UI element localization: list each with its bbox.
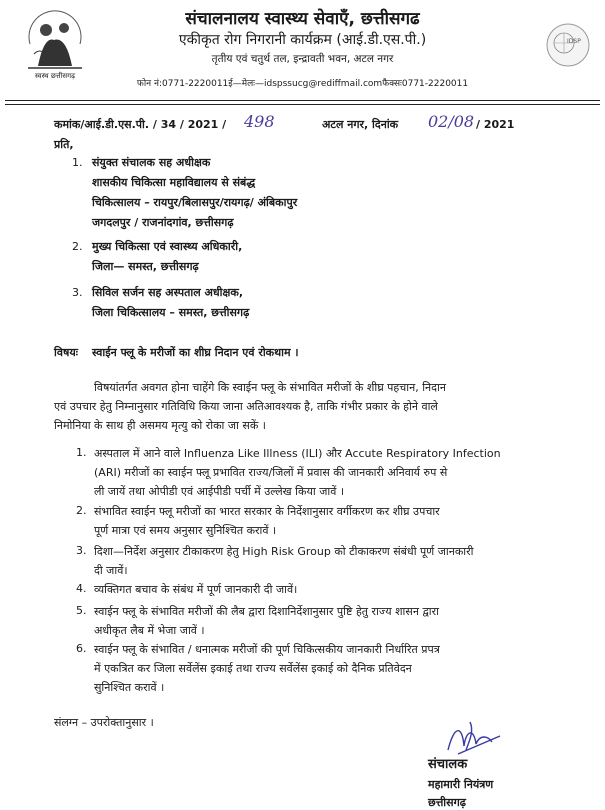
header-rule bbox=[5, 100, 600, 101]
recipient-line: चिकित्सालय – रायपुर/बिलासपुर/रायगढ़/ अंबिकापुर bbox=[92, 196, 298, 209]
office-address: तृतीय एवं चतुर्थ तल, इन्द्रावती भवन, अटल नगर bbox=[211, 53, 394, 65]
signatory-state: छत्तीसगढ़ bbox=[428, 796, 466, 809]
program-name: एकीकृत रोग निगरानी कार्यक्रम (आई.डी.एस.पी.) bbox=[178, 32, 427, 48]
org-name: संचालनालय स्वास्थ्य सेवाएँ, छत्तीसगढ bbox=[185, 9, 420, 29]
date-handwritten: 02/08 bbox=[428, 112, 475, 131]
recipient-number: 2. bbox=[72, 240, 83, 253]
logo-caption: स्वस्थ छत्तीसगढ़ bbox=[34, 72, 76, 80]
point-number: 2. bbox=[76, 504, 87, 517]
ref-year: / 2021 bbox=[476, 118, 515, 131]
point-line: स्वाईन फ्लू के संभावित / धनात्मक मरीजों की पूर्ण चिकित्सकीय जानकारी निर्धारित प्रपत्र bbox=[94, 643, 440, 656]
point-line: व्यक्तिगत बचाव के संबंध में पूर्ण जानकारी दी जावें। bbox=[94, 583, 298, 596]
ref-number-handwritten: 498 bbox=[244, 112, 275, 131]
recipient-line: जिला चिकित्सालय – समस्त, छत्तीसगढ़ bbox=[92, 306, 250, 319]
subject-label: विषयः bbox=[54, 346, 78, 359]
point-line: (ARI) मरीजों का स्वाईन फ्लू प्रभावित राज्य/जिलों में प्रवास की जानकारी अनिवार्य रुप से bbox=[94, 466, 448, 479]
recipient-line: सिविल सर्जन सह अस्पताल अधीक्षक, bbox=[92, 286, 244, 299]
intro-line: निमोनिया के साथ ही असमय मृत्यु को रोका जा सकें । bbox=[54, 419, 266, 432]
point-line: अस्पताल में आने वाले Influenza Like Illness (ILI) और Accute Respiratory Infection bbox=[94, 447, 501, 460]
point-number: 4. bbox=[76, 582, 87, 595]
signatory-dept: महामारी नियंत्रण bbox=[428, 778, 494, 791]
point-line: अधीकृत लैब में भेजा जावें । bbox=[94, 624, 205, 637]
recipient-line: शासकीय चिकित्सा महाविद्यालय से संबंद्ध bbox=[92, 176, 256, 189]
ref-number-label: कमांक/आई.डी.एस.पी. / 34 / 2021 / bbox=[54, 118, 227, 131]
point-line: संभावित स्वाईन फ्लू मरीजों का भारत सरकार के निर्देशानुसार वर्गीकरण कर शीघ्र उपचार bbox=[94, 505, 440, 518]
recipient-line: जिला— समस्त, छत्तीसगढ़ bbox=[92, 260, 199, 273]
point-line: सुनिश्चित करावें । bbox=[94, 681, 165, 694]
point-line: दी जावें। bbox=[94, 564, 128, 577]
point-line: दिशा—निर्देश अनुसार टीकाकरण हेतु High Risk Group को टीकाकरण संबंधी पूर्ण जानकारी bbox=[94, 545, 474, 558]
signature-scribble bbox=[440, 716, 510, 760]
intro-line: विषयांतर्गत अवगत होना चाहेंगे कि स्वाईन फ्लू के संभावित मरीजों के शीघ्र पहचान, निदान bbox=[94, 381, 446, 394]
recipient-number: 1. bbox=[72, 156, 83, 169]
point-line: ली जायें तथा ओपीडी एवं आईपीडी पर्ची में उल्लेख किया जावें । bbox=[94, 485, 344, 498]
subject-text: स्वाईन फ्लू के मरीजों का शीघ्र निदान एवं रोकथाम । bbox=[92, 346, 299, 359]
point-number: 5. bbox=[76, 604, 87, 617]
signatory-title: संचालक bbox=[428, 757, 468, 772]
recipient-line: संयुक्त संचालक सह अधीक्षक bbox=[92, 156, 211, 169]
enclosure-note: संलग्न – उपरोक्तानुसार । bbox=[54, 716, 154, 729]
point-number: 6. bbox=[76, 642, 87, 655]
recipient-number: 3. bbox=[72, 286, 83, 299]
point-line: में एकत्रित कर जिला सर्वेलेंस इकाई तथा राज्य सर्वेलेंस इकाई को दैनिक प्रतिवेदन bbox=[94, 662, 412, 675]
intro-line: एवं उपचार हेतु निम्नानुसार गतिविधि किया जाना अतिआवश्यक है, ताकि गंभीर प्रकार के होने वाले bbox=[54, 400, 438, 413]
contact-line: फोन नं:0771-2220011ई—मेलः—idspssucg@rediffmail.comफैक्सः0771-2220011 bbox=[136, 79, 469, 89]
to-label: प्रति, bbox=[54, 138, 74, 151]
idsp-logo-text: IDSP bbox=[567, 38, 581, 45]
recipient-line: जगदलपुर / राजनांदगांव, छत्तीसगढ़ bbox=[92, 216, 234, 229]
point-line: स्वाईन फ्लू के संभावित मरीजों की लैब द्वारा दिशानिर्देशानुसार पुष्टि हेतु राज्य शासन द्वारा bbox=[94, 605, 439, 618]
place-date-label: अटल नगर, दिनांक bbox=[322, 118, 399, 131]
signature-icon bbox=[440, 716, 510, 760]
point-number: 1. bbox=[76, 446, 87, 459]
intro-paragraph bbox=[54, 378, 574, 435]
recipient-line: मुख्य चिकित्सा एवं स्वास्थ्य अधिकारी, bbox=[92, 240, 243, 253]
header-rule-thin bbox=[5, 104, 600, 105]
point-number: 3. bbox=[76, 544, 87, 557]
point-line: पूर्ण मात्रा एवं समय अनुसार सुनिश्चित करावें । bbox=[94, 524, 277, 537]
